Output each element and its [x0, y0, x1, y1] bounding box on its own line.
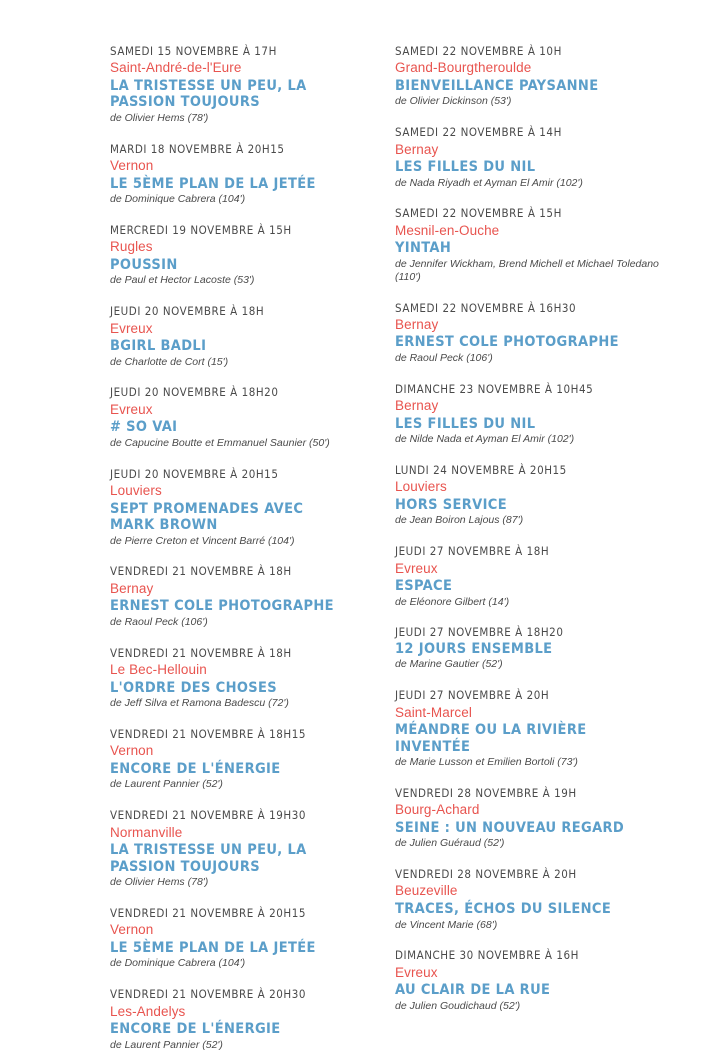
- screening-film-credit: de Jeff Silva et Ramona Badescu (72'): [110, 697, 289, 710]
- screening-film-credit: de Marie Lusson et Emilien Bortoli (73'): [395, 756, 578, 769]
- screening-film-title: ENCORE DE L'ÉNERGIE: [110, 1021, 281, 1038]
- screening-date: JEUDI 20 NOVEMBRE À 18H: [110, 304, 265, 319]
- screening-film-title: ENCORE DE L'ÉNERGIE: [110, 760, 281, 777]
- program-column-left: [34, 44, 351, 1051]
- screening-city: Evreux: [395, 964, 438, 980]
- screening-entry: [110, 304, 343, 368]
- screening-entry: [110, 385, 343, 449]
- screening-film-credit: de Pierre Creton et Vincent Barré (104'): [110, 534, 295, 547]
- screening-entry: [110, 987, 343, 1051]
- screening-date: JEUDI 27 NOVEMBRE À 18H: [395, 544, 550, 559]
- screening-film-title: LES FILLES DU NIL: [395, 415, 536, 432]
- screening-date: DIMANCHE 23 NOVEMBRE À 10H45: [395, 381, 594, 396]
- screening-entry: [110, 564, 343, 628]
- screening-city: Bernay: [395, 316, 439, 332]
- screening-city: Louviers: [110, 483, 162, 499]
- screening-city: Evreux: [110, 401, 153, 417]
- screening-entry: [110, 808, 343, 889]
- screening-date: JEUDI 20 NOVEMBRE À 18H20: [110, 385, 279, 400]
- screening-date: LUNDI 24 NOVEMBRE À 20H15: [395, 462, 567, 477]
- screening-entry: [395, 786, 660, 850]
- screening-film-credit: de Dominique Cabrera (104'): [110, 957, 246, 970]
- screening-entry: [395, 206, 660, 283]
- screening-film-title: HORS SERVICE: [395, 496, 507, 513]
- screening-entry: [110, 142, 343, 206]
- screening-film-credit: de Nilde Nada et Ayman El Amir (102'): [395, 433, 575, 446]
- screening-film-title: POUSSIN: [110, 256, 178, 273]
- screening-film-credit: de Julien Goudichaud (52'): [395, 999, 521, 1012]
- screening-city: Bourg-Achard: [395, 802, 480, 818]
- screening-entry: [395, 544, 660, 608]
- screening-film-credit: de Julien Guéraud (52'): [395, 837, 505, 850]
- screening-city: Le Bec-Hellouin: [110, 662, 207, 678]
- screening-film-credit: de Laurent Pannier (52'): [110, 778, 223, 791]
- screening-film-title: 12 JOURS ENSEMBLE: [395, 640, 553, 657]
- screening-date: VENDREDI 28 NOVEMBRE À 19H: [395, 785, 577, 800]
- screening-city: Rugles: [110, 239, 153, 255]
- screening-city: Saint-André-de-l'Eure: [110, 60, 242, 76]
- screening-film-title: BGIRL BADLI: [110, 338, 207, 355]
- screening-film-title: L'ORDRE DES CHOSES: [110, 679, 278, 696]
- screening-film-title: SEPT PROMENADES AVEC MARK BROWN: [110, 500, 304, 534]
- screening-film-credit: de Capucine Boutte et Emmanuel Saunier (50'): [110, 436, 330, 449]
- screening-film-title: LA TRISTESSE UN PEU, LA PASSION TOUJOURS: [110, 77, 307, 111]
- screening-entry: [395, 867, 660, 931]
- screening-date: VENDREDI 21 NOVEMBRE À 19H30: [110, 808, 306, 823]
- screening-date: VENDREDI 21 NOVEMBRE À 20H15: [110, 905, 306, 920]
- screening-date: VENDREDI 21 NOVEMBRE À 20H30: [110, 987, 306, 1002]
- screening-date: VENDREDI 28 NOVEMBRE À 20H: [395, 867, 577, 882]
- screening-city: Bernay: [395, 141, 439, 157]
- screening-film-credit: de Jean Boiron Lajous (87'): [395, 514, 524, 527]
- screening-film-credit: de Olivier Dickinson (53'): [395, 95, 512, 108]
- screening-film-title: LE 5ÈME PLAN DE LA JETÉE: [110, 939, 316, 956]
- screening-date: SAMEDI 22 NOVEMBRE À 14H: [395, 125, 562, 140]
- screening-film-title: TRACES, ÉCHOS DU SILENCE: [395, 901, 612, 918]
- screening-film-title: # SO VAI: [110, 419, 178, 436]
- screening-city: Grand-Bourgtheroulde: [395, 60, 532, 76]
- screening-city: Mesnil-en-Ouche: [395, 222, 500, 238]
- screening-date: VENDREDI 21 NOVEMBRE À 18H15: [110, 726, 306, 741]
- screening-date: DIMANCHE 30 NOVEMBRE À 16H: [395, 948, 579, 963]
- screening-date: VENDREDI 21 NOVEMBRE À 18H: [110, 645, 292, 660]
- screening-film-credit: de Olivier Hems (78'): [110, 111, 209, 124]
- screening-film-credit: de Raoul Peck (106'): [395, 351, 493, 364]
- screening-film-title: BIENVEILLANCE PAYSANNE: [395, 77, 599, 94]
- screening-entry: [395, 948, 660, 1012]
- screening-entry: [395, 301, 660, 365]
- screening-film-title: MÉANDRE OU LA RIVIÈRE INVENTÉE: [395, 722, 587, 755]
- screening-entry: [395, 625, 660, 671]
- screening-city: Louviers: [395, 479, 447, 495]
- screening-film-title: ESPACE: [395, 578, 453, 595]
- screening-entry: [395, 44, 660, 108]
- screening-film-title: SEINE : UN NOUVEAU REGARD: [395, 819, 625, 836]
- screening-entry: [110, 223, 343, 287]
- screening-entry: [395, 688, 660, 769]
- screening-city: Normanville: [110, 824, 183, 840]
- screening-film-credit: de Charlotte de Cort (15'): [110, 355, 229, 368]
- screening-entry: [110, 727, 343, 791]
- screening-entry: [110, 906, 343, 970]
- screening-entry: [395, 382, 660, 446]
- screening-city: Saint-Marcel: [395, 704, 472, 720]
- screening-city: Vernon: [110, 743, 154, 759]
- screening-city: Evreux: [395, 560, 438, 576]
- screening-city: Bernay: [395, 398, 439, 414]
- screening-film-title: AU CLAIR DE LA RUE: [395, 982, 551, 999]
- screening-film-credit: de Jennifer Wickham, Brend Michell et Michael Toledano (110'): [395, 257, 659, 283]
- screening-film-credit: de Laurent Pannier (52'): [110, 1038, 223, 1051]
- screening-film-credit: de Eléonore Gilbert (14'): [395, 595, 510, 608]
- screening-date: JEUDI 20 NOVEMBRE À 20H15: [110, 466, 279, 481]
- screening-film-credit: de Nada Riyadh et Ayman El Amir (102'): [395, 176, 583, 189]
- screening-film-credit: de Dominique Cabrera (104'): [110, 193, 246, 206]
- screening-date: SAMEDI 15 NOVEMBRE À 17H: [110, 44, 277, 58]
- program-column-right: [351, 44, 668, 1013]
- screening-date: MERCREDI 19 NOVEMBRE À 15H: [110, 222, 292, 237]
- screening-entry: [110, 44, 343, 125]
- screening-city: Evreux: [110, 320, 153, 336]
- screening-film-title: ERNEST COLE PHOTOGRAPHE: [395, 334, 619, 351]
- screening-film-credit: de Marine Gautier (52'): [395, 658, 503, 671]
- screening-film-credit: de Vincent Marie (68'): [395, 918, 498, 931]
- screening-entry: [395, 125, 660, 189]
- screening-film-title: YINTAH: [395, 240, 452, 257]
- screening-date: MARDI 18 NOVEMBRE À 20H15: [110, 141, 285, 156]
- screening-film-title: ERNEST COLE PHOTOGRAPHE: [110, 598, 334, 615]
- screening-date: SAMEDI 22 NOVEMBRE À 15H: [395, 206, 562, 221]
- screening-entry: [110, 467, 343, 548]
- screening-date: SAMEDI 22 NOVEMBRE À 16H30: [395, 300, 577, 315]
- screening-city: Les-Andelys: [110, 1003, 186, 1019]
- screening-entry: [395, 463, 660, 527]
- screening-city: Beuzeville: [395, 883, 458, 899]
- screening-entry: [110, 646, 343, 710]
- screening-date: VENDREDI 21 NOVEMBRE À 18H: [110, 564, 292, 579]
- screening-film-credit: de Paul et Hector Lacoste (53'): [110, 274, 255, 287]
- screening-city: Bernay: [110, 580, 154, 596]
- screening-date: SAMEDI 22 NOVEMBRE À 10H: [395, 44, 562, 58]
- screening-city: Vernon: [110, 158, 154, 174]
- screening-film-title: LES FILLES DU NIL: [395, 159, 536, 176]
- screening-film-title: LE 5ÈME PLAN DE LA JETÉE: [110, 175, 316, 192]
- screening-city: Vernon: [110, 922, 154, 938]
- screening-date: JEUDI 27 NOVEMBRE À 18H20: [395, 625, 564, 640]
- screening-film-credit: de Olivier Hems (78'): [110, 876, 209, 889]
- screening-film-title: LA TRISTESSE UN PEU, LA PASSION TOUJOURS: [110, 842, 307, 875]
- screening-film-credit: de Raoul Peck (106'): [110, 615, 208, 628]
- screening-date: JEUDI 27 NOVEMBRE À 20H: [395, 688, 550, 703]
